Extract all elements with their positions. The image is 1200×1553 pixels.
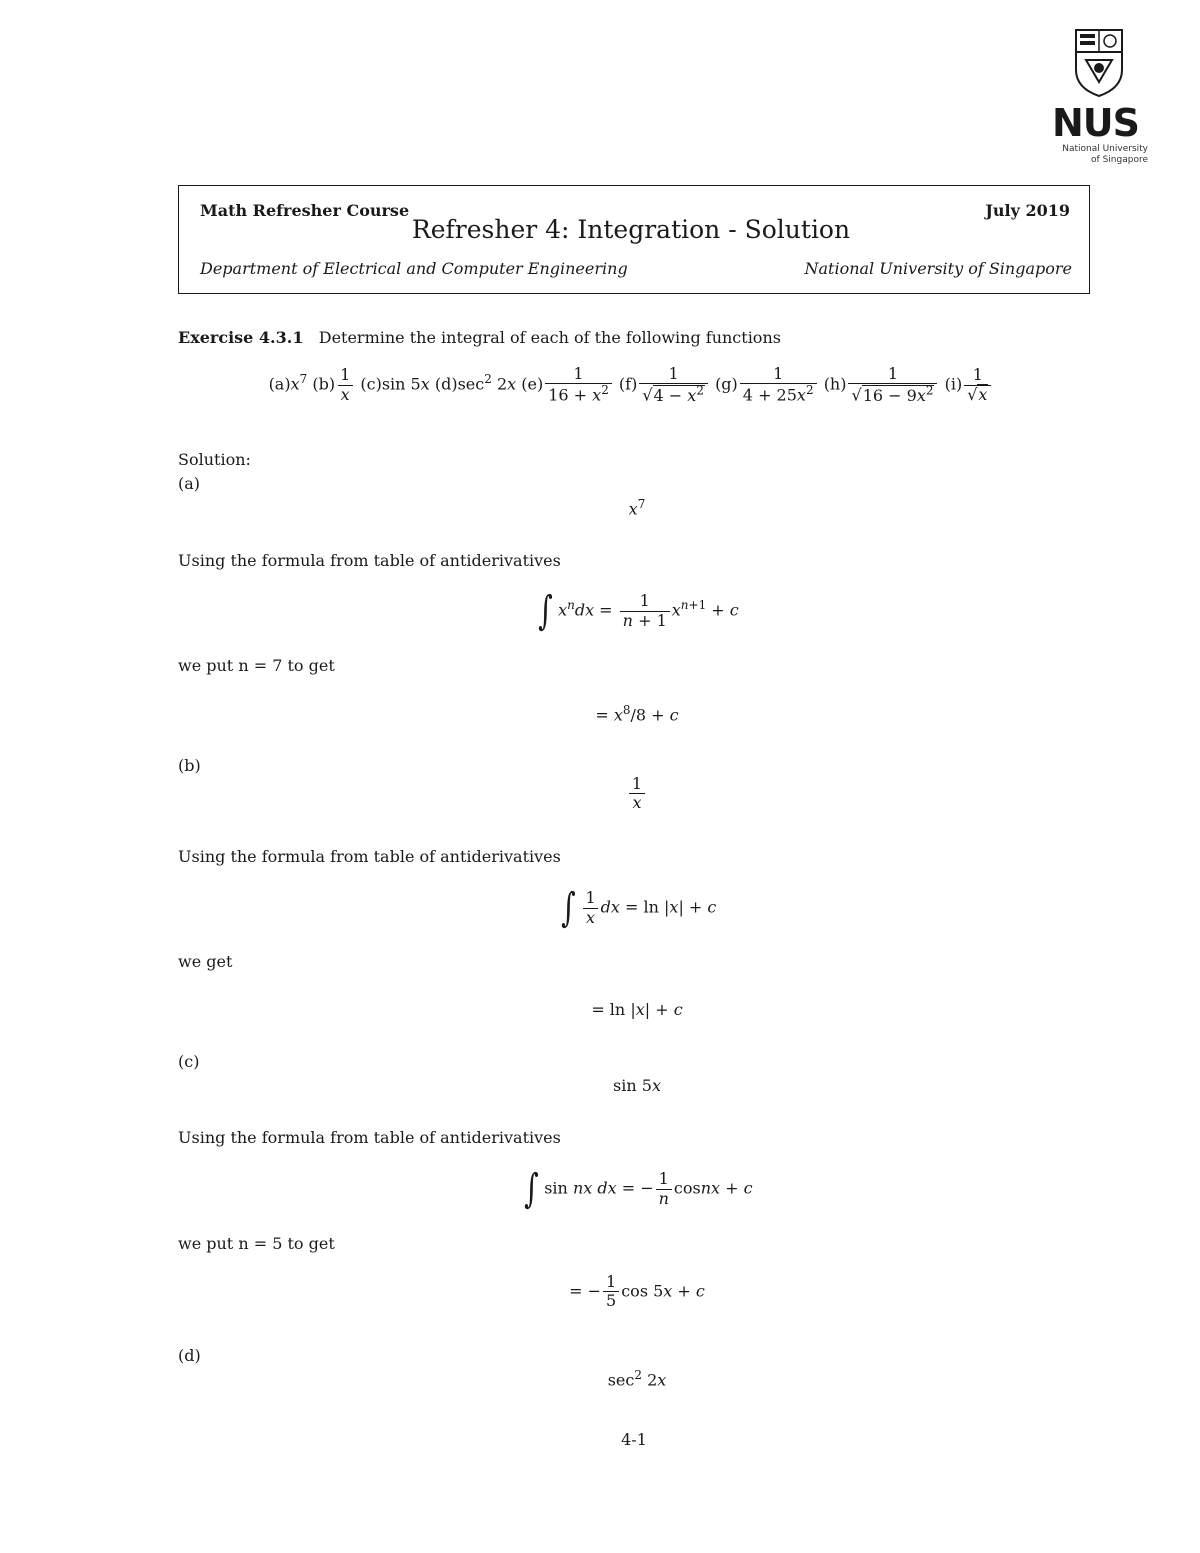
part-c-function: sin 5x	[613, 1076, 661, 1095]
logo-subline-2: of Singapore	[1091, 155, 1148, 165]
part-b-formula: ∫ $\frac{1}{x}$ dx = ln |x| + c	[560, 885, 717, 931]
exercise-label: Exercise 4.3.1	[178, 328, 304, 347]
nus-crest-icon	[1072, 28, 1126, 98]
function-list: $(a)x^7$ (b) $\frac{1}{x}$ (c)sin 5x $(d)\sec^2$ 2x (e) $\frac{1}{16 + x^2}$ (f) $\frac{1}{√4 - x^2}$ (g) $\frac{1}{4 + 25x^2}$ (h) $\frac{1}{√16 - 9x^2}$ (i) $\frac{1}{√x}$	[0, 365, 1200, 405]
part-b-result: = ln |x| + c	[591, 1000, 683, 1019]
part-c-followup: we put n = 5 to get	[178, 1234, 335, 1253]
part-b-formula-intro: Using the formula from table of antiderivatives	[178, 847, 561, 866]
part-d-function: $\sec^2 2x$	[607, 1368, 667, 1390]
university-name: National University of Singapore	[804, 259, 1072, 278]
part-d-label: (d)	[178, 1346, 201, 1365]
item-a-label: (a)	[268, 374, 291, 394]
exercise-prompt: Determine the integral of each of the following functions	[318, 328, 781, 347]
part-c-formula-intro: Using the formula from table of antiderivatives	[178, 1128, 561, 1147]
department-name: Department of Electrical and Computer Engineering	[200, 259, 628, 278]
part-b-function: $\frac{1}{x}$	[0, 775, 1200, 813]
part-a-label: (a)	[178, 474, 201, 493]
item-b-label: (b)	[312, 374, 336, 394]
item-c-label: (c)	[360, 374, 382, 394]
part-c-formula: ∫ sin nx dx = − $\frac{1}{n}$ cosnx + c	[524, 1166, 753, 1212]
part-a-formula: ∫ $x^ndx$ = $\frac{1}{n + 1}$ $x^{n+1} + c$	[538, 588, 739, 634]
course-date: July 2019	[985, 201, 1070, 220]
part-a-formula-intro: Using the formula from table of antiderivatives	[178, 551, 561, 570]
nus-logo	[1052, 28, 1148, 164]
part-a-result: = $x^8/8 + c$	[595, 703, 679, 725]
item-i-label: (i)	[944, 374, 963, 394]
part-a-function: $x^7$	[628, 497, 646, 519]
item-f-label: (f)	[618, 374, 638, 394]
item-g-label: (g)	[715, 374, 738, 394]
page-number: 4-1	[621, 1430, 647, 1449]
part-a-followup: we put n = 7 to get	[178, 656, 335, 675]
item-d-label: (d)	[434, 374, 458, 394]
part-b-followup: we get	[178, 952, 233, 971]
logo-subline-1: National University	[1062, 144, 1148, 154]
document-title: Refresher 4: Integration - Solution	[411, 215, 851, 244]
part-c-result: = − $\frac{1}{5}$ cos 5x + c	[569, 1272, 705, 1311]
part-b-label: (b)	[178, 756, 201, 775]
item-h-label: (h)	[823, 374, 847, 394]
course-name: Math Refresher Course	[200, 201, 410, 220]
exercise-statement	[178, 328, 781, 347]
item-e-label: (e)	[521, 374, 544, 394]
part-c-label: (c)	[178, 1052, 200, 1071]
solution-heading: Solution:	[178, 450, 251, 469]
nus-wordmark: NUS	[1052, 101, 1140, 145]
